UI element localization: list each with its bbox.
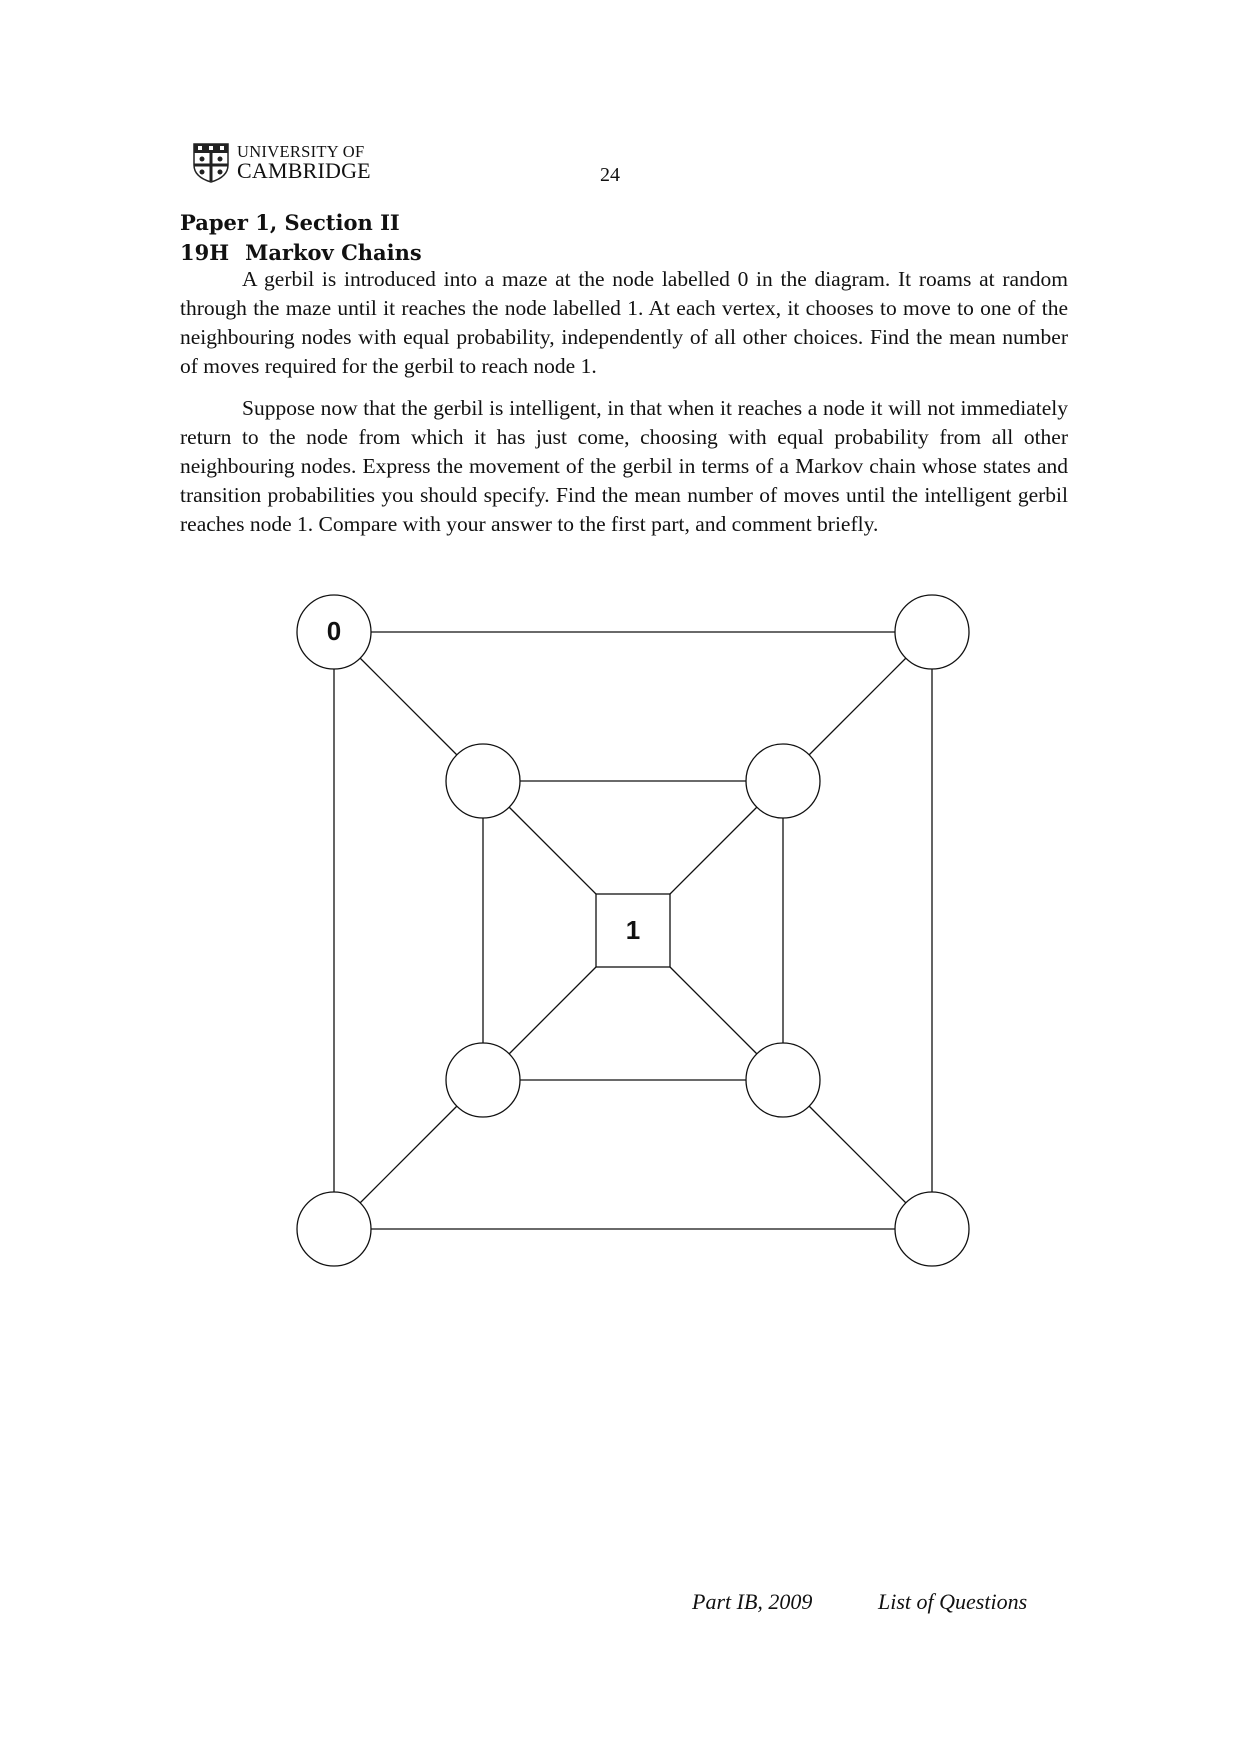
node-target-label: 1 xyxy=(625,915,641,945)
page-number: 24 xyxy=(600,164,620,186)
edge-center-tl xyxy=(509,807,596,894)
edge-center-bl xyxy=(509,967,596,1054)
node-inner-tl xyxy=(446,744,520,818)
footer-part-year: Part IB, 2009 xyxy=(692,1589,813,1614)
node-inner-bl xyxy=(446,1043,520,1117)
node-inner-br xyxy=(746,1043,820,1117)
edge-diag-tl xyxy=(360,658,457,755)
node-outer-bl xyxy=(297,1192,371,1266)
edge-diag-br xyxy=(809,1106,906,1203)
footer-list-of-questions: List of Questions xyxy=(878,1589,1028,1614)
logo-line-1: UNIVERSITY OF xyxy=(237,141,365,161)
edge-diag-tr xyxy=(809,658,906,755)
edge-center-tr xyxy=(670,807,757,894)
question-title: Markov Chains xyxy=(245,240,422,265)
node-outer-tr xyxy=(895,595,969,669)
question-number: 19H xyxy=(180,240,230,265)
section-heading: Paper 1, Section II xyxy=(180,210,400,235)
node-start-label: 0 xyxy=(326,616,342,646)
edge-diag-bl xyxy=(360,1106,457,1203)
question-paragraph-1: A gerbil is introduced into a maze at the node labelled 0 in the diagram. It roams at random through the maze until it reaches the node labelled 1. At each vertex, it chooses to move to one of the neighbouring nodes with equal probability, independently of all other choices. Find the mean number of moves required for the gerbil to reach node 1. xyxy=(180,267,1068,378)
node-outer-br xyxy=(895,1192,969,1266)
node-inner-tr xyxy=(746,744,820,818)
edge-center-br xyxy=(670,967,757,1054)
question-paragraph-2: Suppose now that the gerbil is intelligent, in that when it reaches a node it will not immediately return to the node from which it has just come, choosing with equal probability from all other neighbouring nodes. Express the movement of the gerbil in terms of a Markov chain whose states and transition probabilities you should specify. Find the mean number of moves until the intelligent gerbil reaches node 1. Compare with your answer to the first part, and comment briefly. xyxy=(180,396,1068,536)
logo-line-2: CAMBRIDGE xyxy=(237,158,371,184)
